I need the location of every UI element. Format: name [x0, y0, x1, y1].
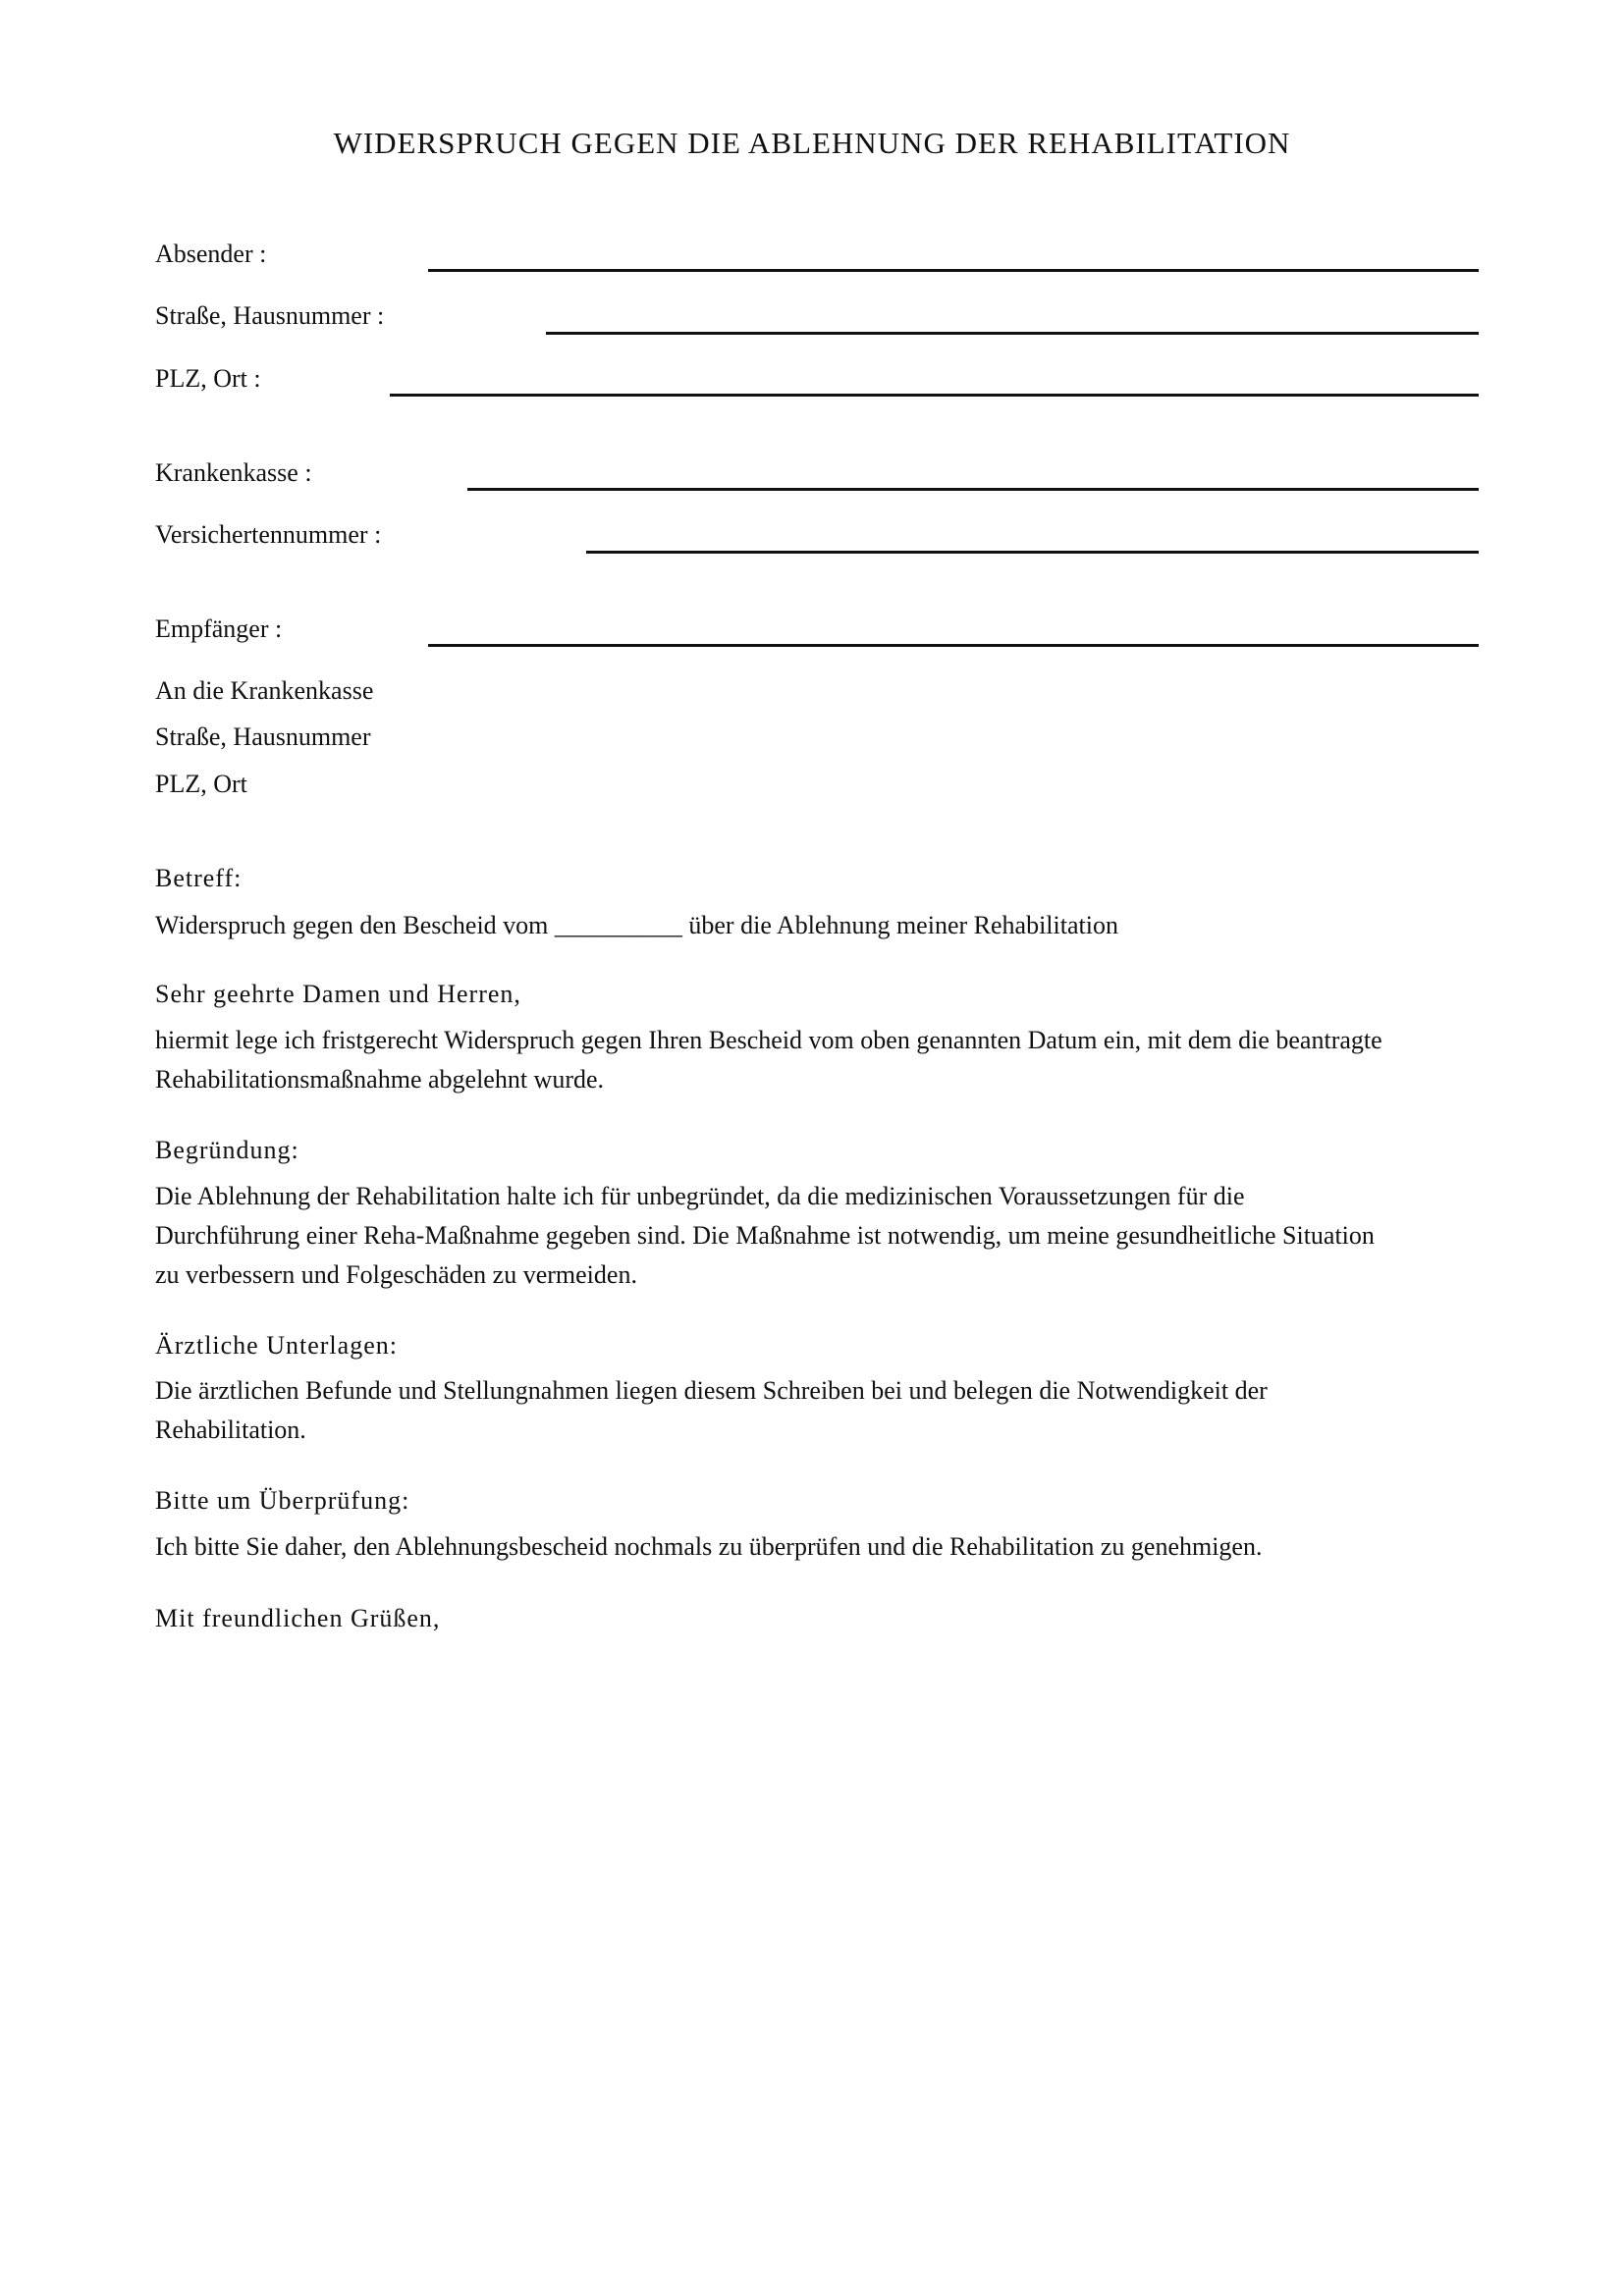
subject-text-after: über die Ablehnung meiner Rehabilitation: [688, 911, 1118, 939]
ueberpruefung-heading: Bitte um Überprüfung:: [155, 1486, 410, 1515]
intro-line: Rehabilitationsmaßnahme abgelehnt wurde.: [155, 1065, 605, 1094]
intro-line: hiermit lege ich fristgerecht Widerspruch gegen Ihren Bescheid vom oben genannten Datum ein, mit dem die beantragte: [155, 1026, 1382, 1054]
strasse-label: Straße, Hausnummer :: [155, 301, 385, 330]
unterlagen-heading: Ärztliche Unterlagen:: [155, 1331, 398, 1360]
subject-date-blank: __________: [554, 911, 682, 939]
krankenkasse-input-line[interactable]: [467, 488, 1479, 491]
versichertennummer-input-line[interactable]: [586, 551, 1479, 554]
begruendung-paragraph: [155, 1177, 1490, 1295]
recipient-address-line: Straße, Hausnummer: [155, 722, 371, 751]
empfaenger-input-line[interactable]: [428, 644, 1479, 647]
begruendung-heading: Begründung:: [155, 1136, 299, 1164]
recipient-address-line: An die Krankenkasse: [155, 676, 374, 705]
plz-ort-label: PLZ, Ort :: [155, 364, 261, 393]
begruendung-line: Durchführung einer Reha-Maßnahme gegeben sind. Die Maßnahme ist notwendig, um meine gesundheitliche Situation: [155, 1221, 1375, 1250]
document-title: WIDERSPRUCH GEGEN DIE ABLEHNUNG DER REHABILITATION: [333, 126, 1291, 160]
ueberpruefung-line: Ich bitte Sie daher, den Ablehnungsbescheid nochmals zu überprüfen und die Rehabilitation zu genehmigen.: [155, 1532, 1263, 1561]
unterlagen-line: Die ärztlichen Befunde und Stellungnahmen liegen diesem Schreiben bei und belegen die Notwendigkeit der: [155, 1376, 1268, 1405]
salutation: Sehr geehrte Damen und Herren,: [155, 980, 521, 1008]
recipient-address-line: PLZ, Ort: [155, 770, 247, 798]
unterlagen-line: Rehabilitation.: [155, 1415, 306, 1444]
begruendung-line: zu verbessern und Folgeschäden zu vermeiden.: [155, 1260, 637, 1289]
plz-ort-input-line[interactable]: [390, 394, 1479, 397]
absender-input-line[interactable]: [428, 269, 1479, 272]
versichertennummer-label: Versichertennummer :: [155, 520, 382, 549]
intro-paragraph: [155, 1021, 1490, 1099]
subject-line: [155, 911, 1118, 940]
absender-label: Absender :: [155, 240, 267, 268]
betreff-heading: Betreff:: [155, 864, 243, 892]
strasse-input-line[interactable]: [546, 332, 1479, 335]
closing-greeting: Mit freundlichen Grüßen,: [155, 1604, 441, 1632]
krankenkasse-label: Krankenkasse :: [155, 458, 312, 487]
ueberpruefung-paragraph: [155, 1527, 1490, 1567]
unterlagen-paragraph: [155, 1371, 1490, 1450]
empfaenger-label: Empfänger :: [155, 614, 283, 643]
begruendung-line: Die Ablehnung der Rehabilitation halte ich für unbegründet, da die medizinischen Voraussetzungen für die: [155, 1182, 1245, 1210]
subject-text-before: Widerspruch gegen den Bescheid vom: [155, 911, 549, 939]
